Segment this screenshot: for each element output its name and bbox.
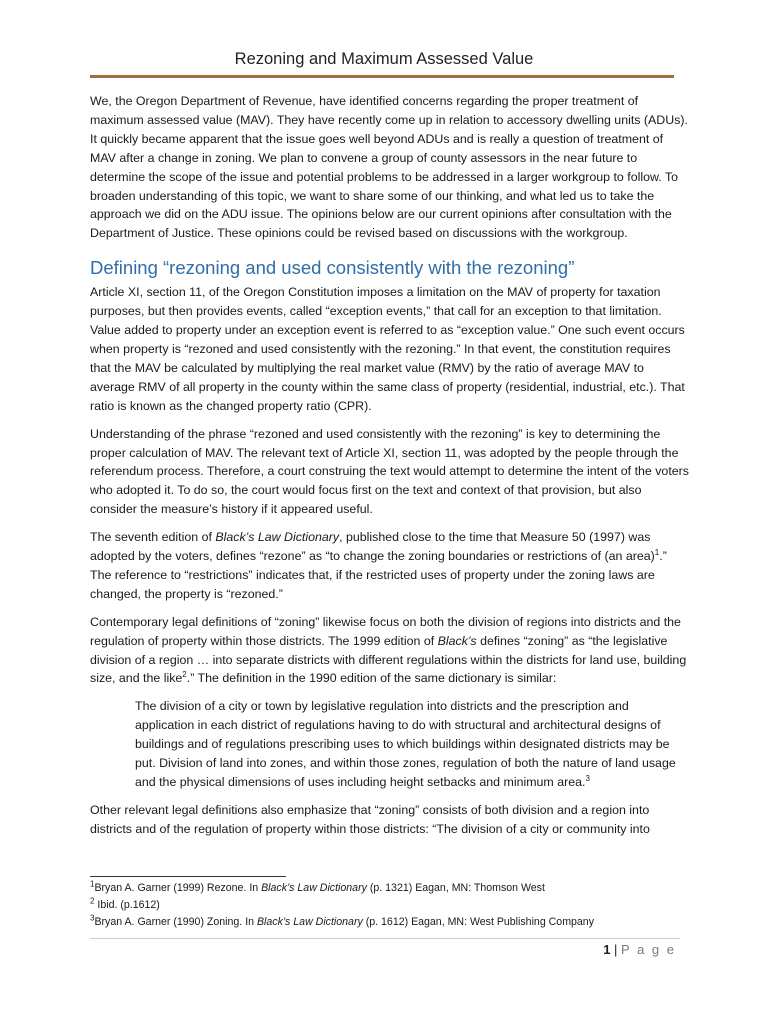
text-segment: defines “zoning” as “the legislative division of a region … into separate districts with different regulations within the districts for land use, building size, and the like [90,633,687,686]
document-body [90,92,690,848]
footnote-1 [90,880,690,897]
text-segment: Contemporary legal definitions of “zoning” likewise focus on both the division of regions into districts and the regulation of property within those districts. The 1999 edition of [90,614,681,648]
page-number: 1 [603,942,611,957]
paragraph-article-xi: Article XI, section 11, of the Oregon Constitution imposes a limitation on the MAV of property for taxation purposes, but then provides events, called “exception events,” that call for an exception to that limitation. Value added to property under an exception event is referred to as “exception value.” One such event occurs when property is “rezoned and used consistently with the rezoning.” In that event, the constitution requires that the MAV be calculated by multiplying the real market value (RMV) by the ratio of average MAV to average RMV of all property in the county within the same class of property (residential, industrial, etc.). That ratio is known as the changed property ratio (CPR). [90,285,685,413]
footnote-number: 2 [90,896,95,906]
footnote-number: 1 [90,879,95,889]
footnote-number: 3 [90,913,95,923]
paragraph-other-definitions: Other relevant legal definitions also emphasize that “zoning” consists of both division and a region into districts and of the regulation of property within those districts: “The division of a city or community into [90,802,650,836]
text-segment: .” The reference to “restrictions” indicates that, if the restricted uses of property under the zoning laws are changed, the property is “rezoned.” [90,549,667,601]
footnote-ref-1: 1 [654,547,660,557]
footnote-ref-3: 3 [585,773,590,783]
page-footer [603,942,676,957]
text-segment: (p. 1321) Eagan, MN: Thomson West [366,882,545,894]
paragraph-understanding: Understanding of the phrase “rezoned and used consistently with the rezoning” is key to determining the proper calculation of MAV. The relevant text of Article XI, section 11, was adopted by the people through the referendum process. Therefore, a court construing the text would attempt to determine the intent of the voters who adopted it. To do so, the court would focus first on the text and context of that provision, but also consider the measure’s history if it appeared useful. [90,426,689,517]
text-segment: .” The definition in the 1990 edition of the same dictionary is similar: [186,671,557,686]
text-segment: (p. 1612) Eagan, MN: West Publishing Company [362,916,594,928]
italic-title: Black’s Law Dictionary [256,916,363,928]
footnotes [90,880,690,931]
quote-text: The division of a city or town by legislative regulation into districts and the prescription and application in each district of regulations having to do with structural and architectural designs of buildings and of regulations prescribing uses to which buildings within designated districts may be put. Division of land into zones, and within those zones, regulation of both the nature of land usage and the physical dimensions of uses including height setbacks and minimum area. [135,699,676,789]
section-heading: Defining “rezoning and used consistently with the rezoning” [90,257,575,279]
text-segment: Bryan A. Garner (1990) Zoning. In [94,916,257,928]
footnote-separator [90,876,286,877]
paragraph-rezone-definition [90,528,690,604]
footnote-2 [90,897,690,914]
italic-title: Black’s [437,633,477,648]
italic-title: Black’s Law Dictionary [215,530,340,545]
text-segment: Bryan A. Garner (1999) Rezone. In [94,882,262,894]
text-segment: Ibid. (p.1612) [94,899,160,911]
footer-rule [90,938,680,939]
footnote-ref-2: 2 [182,670,187,680]
text-segment: The seventh edition of [90,530,216,545]
text-segment: , published close to the time that Measure 50 (1997) was adopted by the voters, defines “rezone” as “to change the zoning boundaries or restrictions of (an area) [90,530,655,564]
footnote-3 [90,914,690,931]
page-separator: | [610,942,622,957]
page-word: P a g e [621,942,676,957]
paragraph-zoning-definitions [90,613,690,689]
page-header-title: Rezoning and Maximum Assessed Value [234,50,534,68]
header-rule [90,75,674,78]
italic-title: Black’s Law Dictionary [261,882,367,894]
block-quote [90,697,680,792]
intro-paragraph: We, the Oregon Department of Revenue, have identified concerns regarding the proper treatment of maximum assessed value (MAV). They have recently come up in relation to accessory dwelling units (ADUs). It quickly became apparent that the issue goes well beyond ADUs and is really a question of treatment of MAV after a change in zoning. We plan to convene a group of county assessors in the near future to determine the scope of the issue and potential problems to be addressed in a larger workgroup to follow. To broaden understanding of this topic, we want to share some of our thinking, and what led us to take the approach we did on the ADU issue. The opinions below are our current opinions after consultation with the Department of Justice. These opinions could be revised based on discussions with the workgroup. [90,94,688,241]
